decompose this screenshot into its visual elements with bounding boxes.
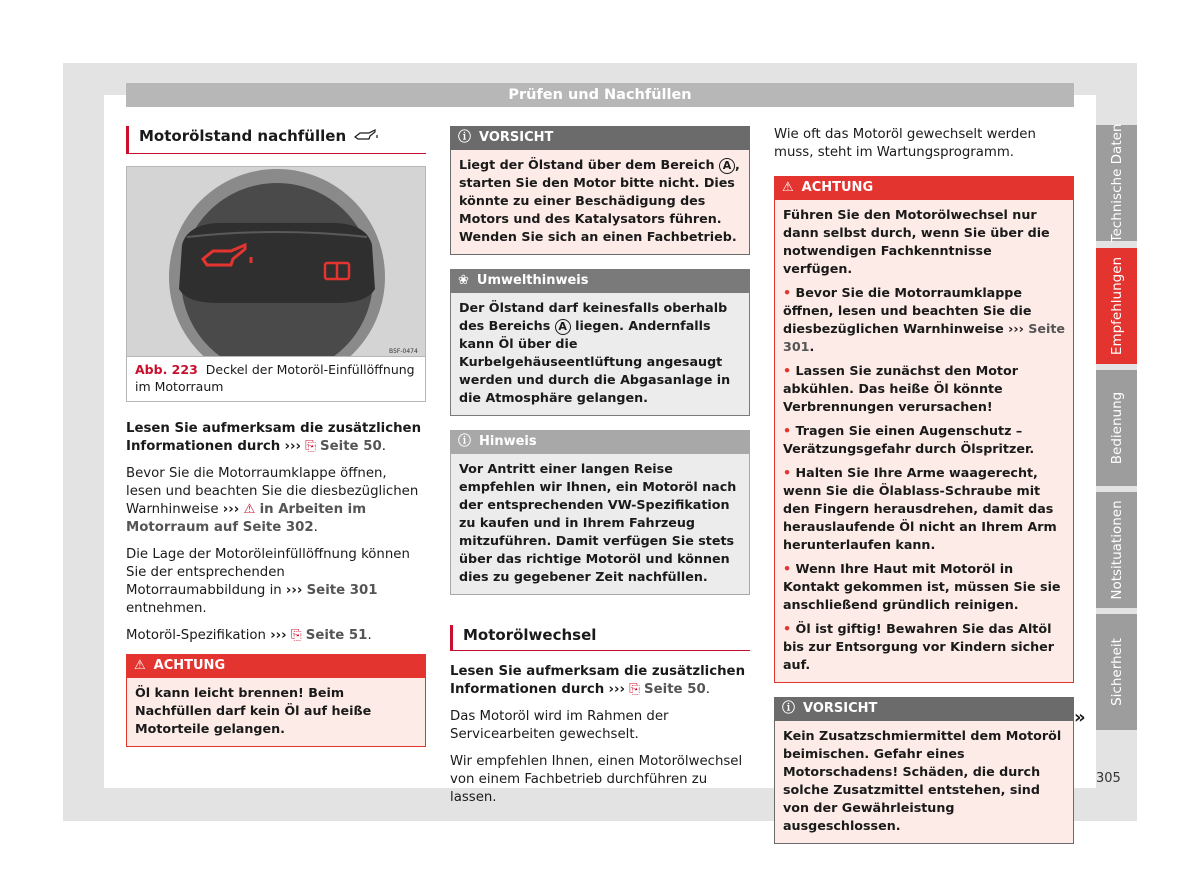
marker-a: A — [719, 158, 735, 174]
achtung-intro: Führen Sie den Motorölwechsel nur dann selbst durch, wenn Sie über die notwendigen Fachkenntnisse verfügen. — [783, 207, 1050, 276]
achtung-text: Öl kann leicht brennen! Beim Nachfüllen darf kein Öl auf heiße Motorteile gelangen. — [126, 678, 426, 747]
warning-triangle-icon: ⚠ — [782, 180, 794, 195]
para-recommend: Wir empfehlen Ihnen, einen Motorölwechsel von einem Fachbetrieb durchführen zu lassen. — [450, 754, 743, 805]
bullet-text: Wenn Ihre Haut mit Motoröl in Kontakt gekommen ist, müssen Sie sie anschließend gründlich reinigen. — [783, 561, 1061, 612]
arrow-icon: ››› — [270, 628, 287, 643]
caption-label: Abb. 223 — [135, 362, 198, 377]
achtung-box-2 — [774, 176, 1074, 683]
vorsicht-text-a: Liegt der Ölstand über dem Bereich — [459, 157, 715, 172]
achtung-bullet — [783, 362, 1065, 416]
figure-caption — [127, 357, 425, 401]
hinweis-header — [450, 430, 750, 454]
achtung-title: ACHTUNG — [801, 180, 874, 195]
para-text: Die Lage der Motoröleinfüllöffnung können Sie der entsprechenden Motorraumabbildung in — [126, 547, 410, 598]
caution-icon: ⓘ — [458, 130, 472, 145]
achtung-header — [126, 654, 426, 678]
vorsicht-title: VORSICHT — [803, 701, 878, 716]
achtung-title: ACHTUNG — [153, 658, 226, 673]
para-service: Das Motoröl wird im Rahmen der Servicearbeiten gewechselt. — [450, 709, 669, 742]
figure-image-code: B5F-0474 — [389, 348, 418, 355]
link-seite-302[interactable]: in Arbeiten im Motorraum auf Seite 302 — [126, 502, 367, 535]
section-title-oil-level — [126, 126, 426, 154]
book-link-icon: ⎘ — [305, 439, 316, 454]
arrow-icon: ››› — [1008, 321, 1024, 336]
vorsicht-box-2 — [774, 697, 1074, 844]
continue-marker: » — [1074, 707, 1086, 728]
section-title-oil-change: Motorölwechsel — [450, 625, 750, 651]
tab-notsituationen[interactable] — [1096, 492, 1137, 608]
vorsicht-text: Kein Zusatzschmiermittel dem Motoröl beimischen. Gefahr eines Motorschadens! Schäden, die durch solche Zusatzmittel entstehen, sind von der Gewährleistung ausgeschlossen. — [774, 721, 1074, 844]
bullet-text: Bevor Sie die Motorraumklappe öffnen, lesen und beachten Sie die diesbezüglichen Warnhinweise — [783, 285, 1032, 336]
warning-triangle-icon: ⚠ — [243, 502, 256, 517]
bullet-text: Halten Sie Ihre Arme waagerecht, wenn Sie die Ölablass-Schraube mit den Fingern herausdrehen, damit das herauslaufende Öl nicht an Ihrem Arm herunterlaufen kann. — [783, 465, 1057, 552]
achtung-body — [774, 200, 1074, 683]
umwelt-text-a: Der Ölstand darf keinesfalls oberhalb des Bereichs — [459, 300, 728, 333]
achtung-bullet — [783, 422, 1065, 458]
link-seite-51[interactable]: Seite 51 — [305, 628, 368, 643]
para-tail: entnehmen. — [126, 601, 207, 616]
link-seite-50[interactable]: Seite 50 — [644, 682, 706, 697]
bullet-text: Öl ist giftig! Bewahren Sie das Altöl bis zur Entsorgung vor Kindern sicher auf. — [783, 621, 1055, 672]
hinweis-box — [450, 430, 750, 595]
bullet-icon: • — [783, 423, 792, 438]
marker-a: A — [555, 319, 571, 335]
para-bold-text: Lesen Sie aufmerksam die zusätzlichen Informationen durch — [450, 664, 746, 697]
para-location — [126, 546, 426, 618]
bullet-icon: • — [783, 285, 792, 300]
umwelt-box — [450, 269, 750, 416]
book-link-icon: ⎘ — [629, 682, 640, 697]
vorsicht-title: VORSICHT — [479, 130, 554, 145]
vorsicht-header — [450, 126, 750, 150]
oil-cap-image — [127, 167, 425, 357]
book-link-icon: ⎘ — [290, 628, 302, 643]
tab-label: Notsituationen — [1108, 500, 1125, 600]
achtung-bullet — [783, 560, 1065, 614]
umwelt-header — [450, 269, 750, 293]
bullet-icon: • — [783, 363, 792, 378]
link-seite-301[interactable]: Seite 301 — [306, 583, 378, 598]
column-1 — [126, 126, 426, 761]
vorsicht-header — [774, 697, 1074, 721]
para-text: Bevor Sie die Motorraumklappe öffnen, lesen und beachten Sie die diesbezüglichen Warnhinweise — [126, 466, 419, 517]
caption-text: Deckel der Motoröl-Einfüllöffnung im Motorraum — [135, 362, 415, 394]
para-read-carefully-2: Lesen Sie aufmerksam die zusätzlichen Informationen durch ››› ⎘ Seite 50. — [450, 664, 746, 697]
warning-triangle-icon: ⚠ — [134, 658, 146, 673]
column-3 — [774, 126, 1074, 858]
achtung-bullet: • Bevor Sie die Motorraumklappe öffnen, lesen und beachten Sie die diesbezüglichen Warnhinweise ››› Seite 301. — [783, 285, 1066, 354]
vorsicht-text-b: , starten Sie den Motor bitte nicht. Dies könnte zu einer Beschädigung des Motors und des Katalysators führen. Wenden Sie sich an einen Fachbetrieb. — [459, 157, 740, 244]
tab-sicherheit[interactable] — [1096, 614, 1137, 730]
vorsicht-box-1 — [450, 126, 750, 255]
tab-bedienung[interactable] — [1096, 370, 1137, 486]
oil-can-icon — [353, 130, 379, 145]
achtung-bullet — [783, 620, 1065, 674]
achtung-header — [774, 176, 1074, 200]
para-bold-text: Lesen Sie aufmerksam die zusätzlichen Informationen durch — [126, 421, 422, 454]
caution-icon: ⓘ — [782, 701, 796, 716]
para-open-hood: Bevor Sie die Motorraumklappe öffnen, lesen und beachten Sie die diesbezüglichen Warnhinweise ››› ⚠ in Arbeiten im Motorraum auf Seite 302. — [126, 466, 419, 535]
link-seite-301[interactable]: Seite 301 — [783, 321, 1066, 354]
arrow-icon: ››› — [284, 439, 301, 454]
achtung-bullet — [783, 464, 1065, 554]
achtung-box-1 — [126, 654, 426, 747]
hinweis-title: Hinweis — [479, 434, 537, 449]
arrow-icon: ››› — [285, 583, 303, 598]
tab-label: Technische Daten — [1108, 123, 1125, 243]
tab-label: Bedienung — [1108, 391, 1125, 465]
bullet-icon: • — [783, 621, 792, 636]
arrow-icon: ››› — [222, 502, 240, 517]
figure-oil-cap — [126, 166, 426, 402]
para-text: Motoröl-Spezifikation — [126, 628, 266, 643]
link-seite-50[interactable]: Seite 50 — [320, 439, 382, 454]
tab-label: Sicherheit — [1108, 638, 1125, 706]
umwelt-body — [450, 293, 750, 416]
umwelt-title: Umwelthinweis — [476, 273, 589, 288]
para-spec: Motoröl-Spezifikation ››› ⎘ Seite 51. — [126, 628, 372, 643]
para-read-carefully: Lesen Sie aufmerksam die zusätzlichen Informationen durch ››› ⎘ Seite 50. — [126, 421, 422, 454]
info-icon: ⓘ — [458, 434, 472, 449]
tab-empfehlungen[interactable] — [1096, 248, 1137, 364]
page-number: 305 — [1096, 771, 1121, 786]
column-2 — [450, 126, 750, 816]
bullet-icon: • — [783, 465, 792, 480]
umwelt-text-b: liegen. Andernfalls kann Öl über die Kurbelgehäuseentlüftung angesaugt werden und durch die Abgasanlage in die Atmosphäre gelangen. — [459, 318, 731, 405]
para-intro: Wie oft das Motoröl gewechselt werden muss, steht im Wartungsprogramm. — [774, 127, 1036, 160]
bullet-icon: • — [783, 561, 792, 576]
header-title: Prüfen und Nachfüllen — [126, 83, 1074, 107]
arrow-icon: ››› — [608, 682, 625, 697]
vorsicht-body — [450, 150, 750, 255]
tab-label: Empfehlungen — [1108, 256, 1125, 356]
bullet-text: Lassen Sie zunächst den Motor abkühlen. Das heiße Öl könnte Verbrennungen verursachen! — [783, 363, 1018, 414]
hinweis-text: Vor Antritt einer langen Reise empfehlen wir Ihnen, ein Motoröl nach der entsprechenden VW-Spezifikation zu kaufen und in Ihrem Fahrzeug mitzuführen. Damit verfügen Sie stets über das richtige Motoröl und können dies zu gegebener Zeit nachfüllen. — [450, 454, 750, 595]
bullet-text: Tragen Sie einen Augenschutz – Verätzungsgefahr durch Ölspritzer. — [783, 423, 1035, 456]
flower-icon: ❀ — [458, 273, 469, 288]
tab-technische-daten[interactable] — [1096, 125, 1137, 241]
section-title-text: Motorölstand nachfüllen — [139, 127, 347, 145]
